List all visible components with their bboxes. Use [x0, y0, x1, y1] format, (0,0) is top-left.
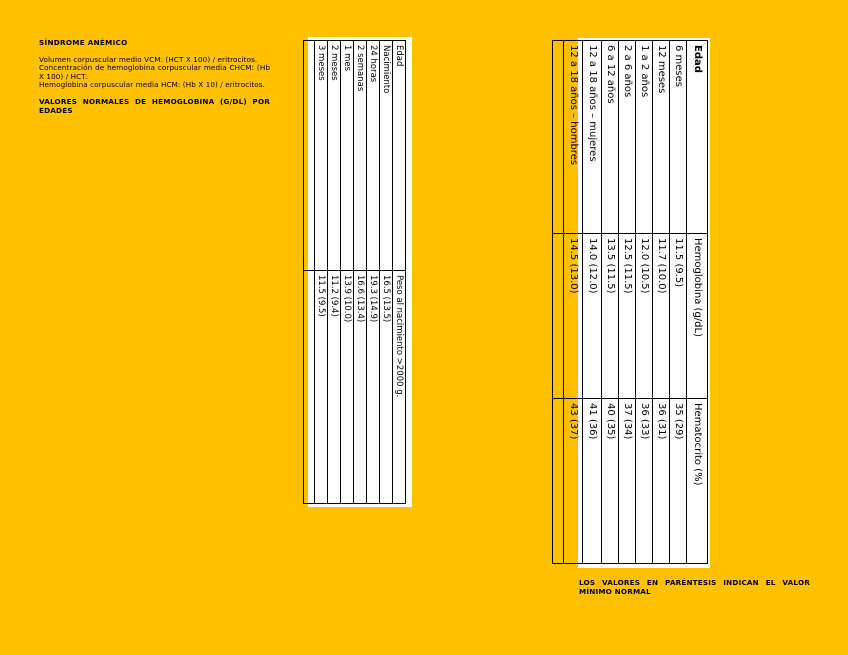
table-cell: 13.5 (11.5): [602, 234, 619, 399]
table-cell: 36 (31): [653, 399, 670, 564]
values-heading: VALORES NORMALES DE HEMOGLOBINA (G/DL) POR EDADES: [39, 96, 270, 115]
table-cell: 2 semanas: [354, 41, 367, 271]
table-header-row: [687, 41, 708, 564]
table-cell: 11.2 (9.4): [328, 271, 341, 504]
table-cell: 12 a 18 años – hombres: [564, 41, 583, 234]
table-cell: 2 a 6 años: [619, 41, 636, 234]
table-row: [619, 41, 636, 564]
table-cell: 14.0 (12.0): [583, 234, 602, 399]
table-cell: 16.5 (13.5): [380, 271, 393, 504]
table-cell: 16.6 (13.4): [354, 271, 367, 504]
table-row: [636, 41, 653, 564]
table-row: [583, 41, 602, 564]
table-cell: 24 horas: [367, 41, 380, 271]
formula-vcm: Volumen corpuscular medio VCM: (HCT X 100) / eritrocitos.: [39, 54, 258, 64]
table-cell: 11.5 (9.5): [315, 271, 328, 504]
table-cell: 37 (34): [619, 399, 636, 564]
table-cell-empty: [304, 41, 315, 271]
table-row: [380, 41, 393, 504]
table-header-cell: Hemoglobina (g/dL): [687, 234, 708, 399]
table-cell: 19.3 (14.9): [367, 271, 380, 504]
intro-text-block: [39, 39, 270, 122]
table-row: [367, 41, 380, 504]
table-row: [341, 41, 354, 504]
table-row: [670, 41, 687, 564]
table-header-row: [393, 41, 406, 504]
table-cell-empty: [553, 399, 564, 564]
table-row: [315, 41, 328, 504]
table-row: [602, 41, 619, 564]
table-row: [328, 41, 341, 504]
table-cell: 43 (37): [564, 399, 583, 564]
table-row-empty: [553, 41, 564, 564]
table-cell: 12.5 (11.5): [619, 234, 636, 399]
table-row: [354, 41, 367, 504]
table-cell: 1 a 2 años: [636, 41, 653, 234]
table-cell-empty: [553, 234, 564, 399]
table-cell: 11.7 (10.0): [653, 234, 670, 399]
table-cell: 41 (36): [583, 399, 602, 564]
table-row-empty: [304, 41, 315, 504]
table-cell: 14.5 (13.0): [564, 234, 583, 399]
formula-hcm: Hemoglobina corpuscular media HCM: (Hb X 10) / eritrocitos.: [39, 80, 265, 90]
table-header-cell: Edad: [687, 41, 708, 234]
table-header-cell: Edad: [393, 41, 406, 271]
table-footnote: LOS VALORES EN PARÉNTESIS INDICAN EL VALOR MÍNIMO NORMAL: [579, 578, 810, 596]
table-header-cell: Peso al nacimiento >2000 g.: [393, 271, 406, 504]
table-cell: 3 meses: [315, 41, 328, 271]
table-cell: 6 a 12 años: [602, 41, 619, 234]
table-cell: 13.9 (10.0): [341, 271, 354, 504]
age-hemoglobin-table: [552, 40, 708, 564]
table-cell: 6 meses: [670, 41, 687, 234]
table-cell: 36 (33): [636, 399, 653, 564]
table-cell: 12 a 18 años – mujeres: [583, 41, 602, 234]
table-cell: 2 meses: [328, 41, 341, 271]
table-row: [653, 41, 670, 564]
formula-chcm: Concentración de hemoglobina corpuscular media CHCM: (Hb X 100) / HCT.: [39, 63, 270, 81]
section-heading: SÍNDROME ANÉMICO: [39, 38, 128, 47]
table-row: [564, 41, 583, 564]
newborn-hemoglobin-table-card: [308, 37, 412, 507]
newborn-hemoglobin-table: [303, 40, 406, 504]
table-cell-empty: [553, 41, 564, 234]
table-cell: Nacimiento: [380, 41, 393, 271]
table-cell-empty: [304, 271, 315, 504]
table-header-cell: Hematocrito (%): [687, 399, 708, 564]
table-cell: 40 (35): [602, 399, 619, 564]
age-hemoglobin-table-card: [568, 38, 710, 568]
table-cell: 12.0 (10.5): [636, 234, 653, 399]
table-cell: 11.5 (9.5): [670, 234, 687, 399]
table-cell: 1 mes: [341, 41, 354, 271]
table-cell: 12 meses: [653, 41, 670, 234]
table-cell: 35 (29): [670, 399, 687, 564]
